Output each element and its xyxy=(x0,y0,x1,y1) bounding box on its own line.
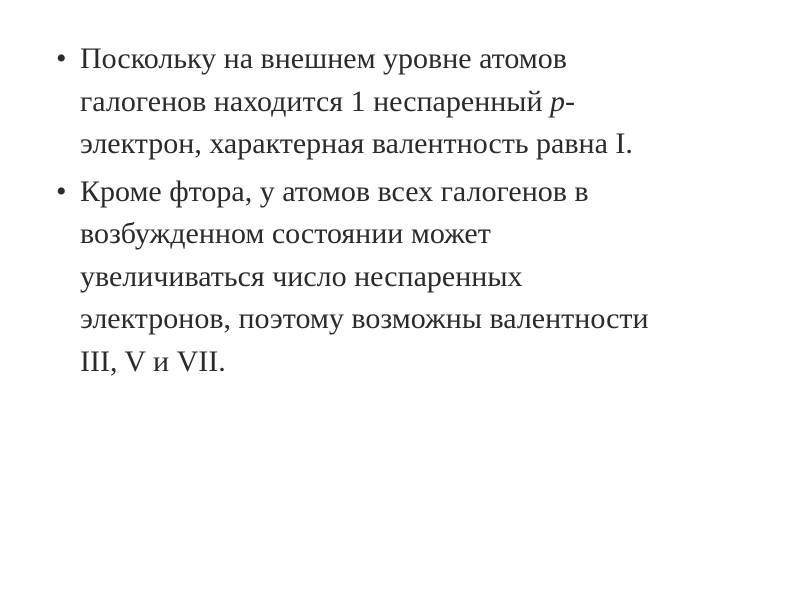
bullet-line: возбужденном состоянии может xyxy=(80,217,491,250)
bullet-line: электронов, поэтому возможны валентности xyxy=(80,302,649,335)
bullet-line: галогенов находится 1 неспаренный xyxy=(80,84,551,118)
bullet-item-excited-state xyxy=(56,171,768,384)
p-orbital-letter: p xyxy=(550,84,566,118)
bullet-icon: • xyxy=(56,42,67,75)
bullet-icon: • xyxy=(56,174,67,208)
bullet-item-valence-one xyxy=(56,38,768,166)
bullet-line-hyphen: - xyxy=(565,84,576,118)
bullet-list xyxy=(56,38,768,388)
bullet-line: Кроме фтора, у атомов всех галогенов в xyxy=(80,174,589,208)
bullet-line: III, V и VII. xyxy=(80,344,226,378)
bullet-line: Поскольку на внешнем уровне атомов xyxy=(80,42,567,75)
bullet-line: увеличиваться число неспаренных xyxy=(80,259,523,293)
bullet-line: электрон, характерная валентность равна I. xyxy=(80,127,633,160)
